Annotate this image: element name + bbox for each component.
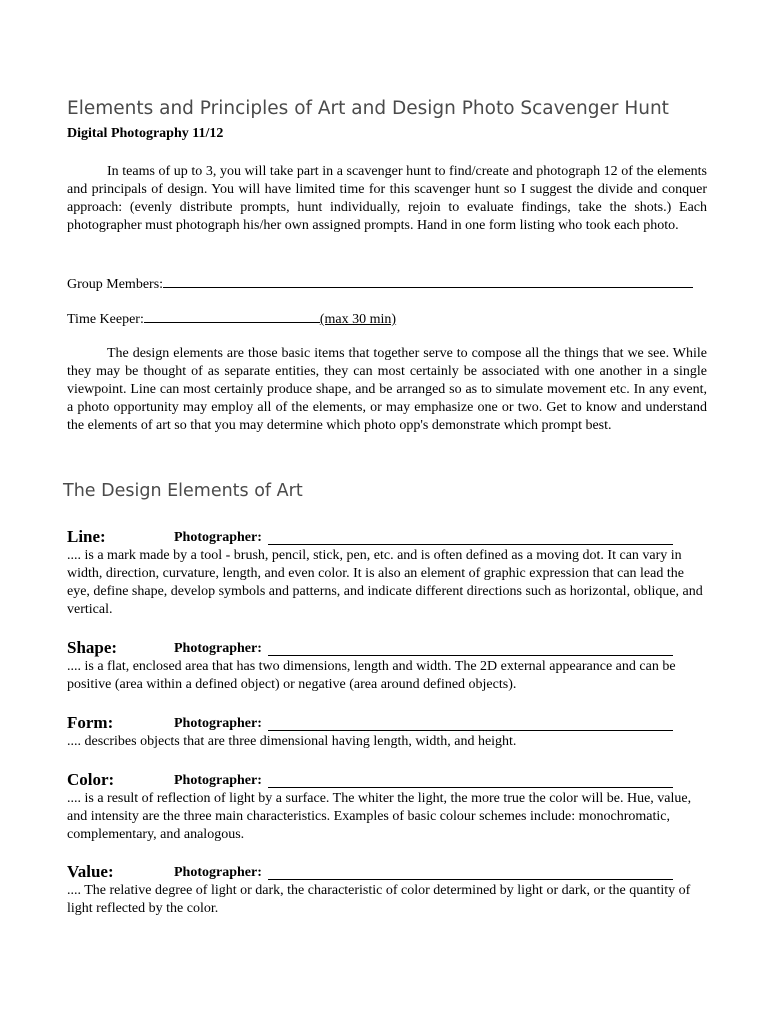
group-members-blank-line[interactable] [163, 273, 693, 288]
time-keeper-blank-line[interactable] [144, 308, 320, 323]
element-description: .... is a result of reflection of light by a surface. The whiter the light, the more true the color will be. Hue, value, and intensity are the three main characteristics. Examples of basic colour schemes include: monochromatic, complementary, and analogous. [67, 791, 692, 842]
design-intro-text: The design elements are those basic items that together serve to compose all the things that we see. While they may be thought of as separate entities, they can most certainly be associated with one another in a single viewpoint. Line can most certainly produce shape, and be arranged so as to simulate movement etc. In any event, a photo opportunity may employ all of the elements, or may emphasize one or two. Get to know and understand the elements of art so that you may determine which photo opp's demonstrate which prompt best. [67, 346, 707, 433]
time-keeper-label: Time Keeper: [67, 312, 144, 327]
group-members-field[interactable] [67, 273, 693, 293]
group-members-label: Group Members: [67, 277, 164, 292]
element-name: Form: [67, 713, 114, 732]
photographer-label: Photographer: [174, 530, 262, 545]
photographer-label: Photographer: [174, 641, 262, 656]
photographer-blank-line[interactable] [268, 787, 673, 788]
element-line [67, 527, 707, 619]
photographer-blank-line[interactable] [268, 879, 673, 880]
element-form [67, 713, 707, 751]
element-name: Color: [67, 770, 115, 789]
photographer-label: Photographer: [174, 865, 262, 880]
time-limit-note: (max 30 min) [319, 312, 397, 327]
element-value [67, 862, 707, 918]
section-heading: The Design Elements of Art [63, 481, 303, 501]
course-subtitle: Digital Photography 11/12 [67, 126, 224, 141]
photographer-blank-line[interactable] [268, 655, 673, 656]
element-description: .... is a mark made by a tool - brush, pencil, stick, pen, etc. and is often defined as a moving dot. It can vary in width, direction, curvature, length, and even color. It is also an element of graphic expression that can lead the eye, define shape, develop symbols and patterns, and indicate different directions such as horizontal, oblique, and vertical. [67, 548, 703, 617]
intro-paragraph [67, 163, 707, 235]
photographer-label: Photographer: [174, 773, 262, 788]
photographer-label: Photographer: [174, 716, 262, 731]
element-name: Value: [67, 862, 114, 881]
time-keeper-field[interactable] [67, 308, 396, 328]
photographer-blank-line[interactable] [268, 730, 673, 731]
document-title: Elements and Principles of Art and Design Photo Scavenger Hunt [67, 98, 669, 119]
element-color [67, 770, 707, 844]
photographer-blank-line[interactable] [268, 544, 673, 545]
element-name: Shape: [67, 638, 118, 657]
element-shape [67, 638, 707, 694]
design-intro-paragraph [67, 345, 707, 435]
intro-text: In teams of up to 3, you will take part in a scavenger hunt to find/create and photograph 12 of the elements and principals of design. You will have limited time for this scavenger hunt so I suggest the divide and conquer approach: (evenly distribute prompts, hunt individually, rejoin to evaluate findings, take the shots.) Each photographer must photograph his/her own assigned prompts. Hand in one form listing who took each photo. [67, 164, 707, 233]
element-name: Line: [67, 527, 106, 546]
element-description: .... is a flat, enclosed area that has two dimensions, length and width. The 2D external appearance and can be positive (area within a defined object) or negative (area around defined objects). [67, 659, 676, 692]
element-description: .... describes objects that are three dimensional having length, width, and height. [67, 734, 517, 749]
element-description: .... The relative degree of light or dark, the characteristic of color determined by light or dark, or the quantity of light reflected by the color. [67, 883, 691, 916]
